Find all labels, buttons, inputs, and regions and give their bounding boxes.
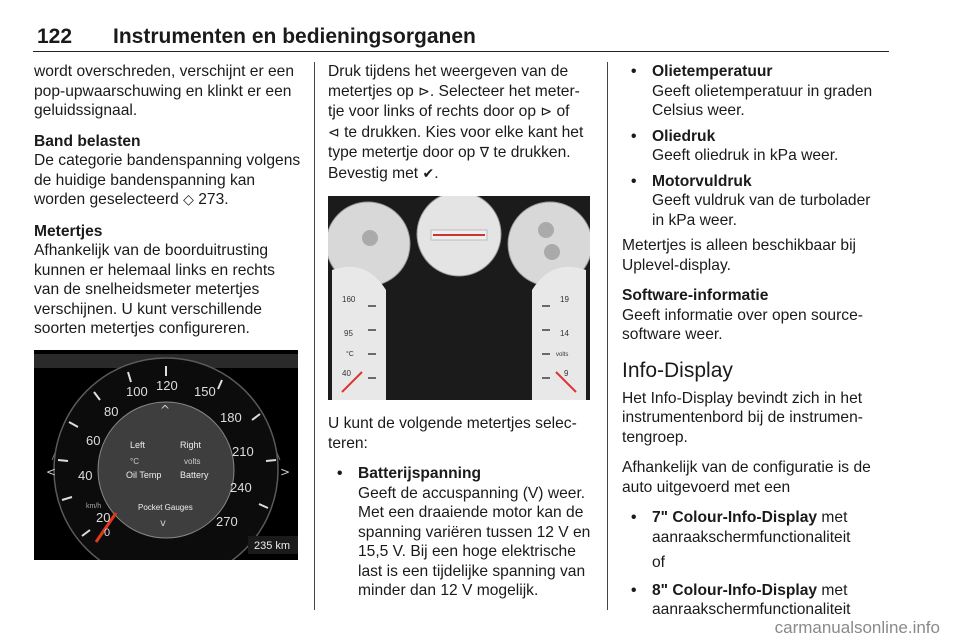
display-options-list — [622, 508, 884, 547]
right-gauge-tick: 14 — [560, 329, 569, 338]
column-right — [622, 62, 884, 626]
band-section — [34, 132, 302, 211]
instruction-text: te drukken. Bevestig met — [328, 144, 571, 182]
item-name: Motorvuldruk — [652, 172, 752, 190]
volts-label: volts — [184, 456, 201, 466]
band-text: De categorie bandenspanning volgens de huidige bandenspanning kan worden geselecteerd — [34, 152, 301, 208]
list-item — [622, 172, 884, 231]
speed-tick-label: 80 — [104, 403, 119, 419]
page-number: 122 — [37, 25, 73, 48]
cluster-figure — [328, 196, 590, 400]
right-button-icon: ⊳ — [418, 83, 430, 100]
footer-watermark: carmanualsonline.info — [774, 618, 940, 637]
list-item — [622, 127, 884, 166]
speed-tick-label: 20 — [96, 509, 111, 525]
list-item — [622, 62, 884, 121]
software-text: Geeft informatie over open source-software weer. — [622, 306, 863, 343]
item-text: Geeft oliedruk in kPa weer. — [652, 147, 839, 164]
speed-tick-label: 270 — [216, 513, 238, 529]
speedometer-figure — [34, 350, 298, 560]
list-item — [622, 581, 884, 620]
speed-tick-label: 120 — [156, 377, 178, 393]
instruction-text: of — [556, 103, 570, 120]
column-divider — [607, 62, 608, 610]
reference-icon: ◇ — [183, 192, 194, 208]
bullet-icon: • — [631, 509, 637, 526]
page-header — [33, 25, 889, 52]
instruction-text: . Selecteer het meter-tje voor links of rechts door op — [328, 82, 580, 120]
select-text: U kunt de volgende metertjes selec-teren: — [328, 415, 577, 452]
info-display-text: Het Info-Display bevindt zich in het instrumentenbord bij de instrumen-tengroep. — [622, 389, 863, 446]
instruction-text: te drukken. Kies voor elke kant het type metertje door op — [328, 123, 584, 161]
software-heading: Software-informatie — [622, 287, 769, 304]
item-name: Batterijspanning — [358, 465, 482, 482]
option-name: 7" Colour-Info-Display — [652, 509, 818, 526]
left-gauge-tick: 160 — [342, 295, 356, 304]
item-text: Geeft de accuspanning (V) weer. Met een draaiende motor kan de spanning variëren tussen 12 V en 15,5 V. Bij een hoge elektrische last is een tijdelijke spanning van minder dan 12 V mogelijk. — [358, 484, 591, 599]
option-text: aanraakschermfunctionaliteit — [652, 528, 851, 546]
right-gauge-label: Right — [180, 439, 202, 450]
list-item — [622, 508, 884, 547]
band-heading: Band belasten — [34, 132, 141, 150]
metertjes-heading: Metertjes — [34, 222, 103, 240]
item-name: Olietemperatuur — [652, 63, 773, 80]
speed-tick-label: 100 — [126, 383, 148, 399]
page-title: Instrumenten en bedieningsorganen — [113, 25, 476, 48]
right-gauge-tick: 19 — [560, 295, 569, 304]
speed-tick-label: 150 — [194, 383, 216, 399]
left-gauge-label: Left — [130, 439, 146, 450]
speed-zero-label: 0 — [104, 526, 111, 539]
item-name: Oliedruk — [652, 127, 716, 145]
oil-temp-unit: °C — [130, 456, 139, 466]
bullet-icon: • — [631, 172, 637, 190]
down-arrow-icon[interactable]: v — [160, 517, 166, 529]
check-icon: ✔ — [422, 165, 435, 182]
item-text: Geeft olietemperatuur in graden Celsius weer. — [652, 82, 873, 119]
speed-tick-label: 60 — [86, 432, 101, 448]
volts-unit: volts — [556, 352, 569, 358]
gauge-list — [622, 62, 884, 230]
column-left — [34, 62, 302, 560]
bullet-icon: • — [631, 127, 637, 145]
bullet-icon: • — [337, 465, 343, 482]
bullet-icon: • — [631, 581, 637, 599]
speed-tick-label: 240 — [230, 479, 252, 495]
intro-paragraph: wordt overschreden, verschijnt er een pop-upwaarschuwing en klinkt er een geluidssignaal. — [34, 63, 295, 119]
column-middle — [328, 62, 594, 607]
option-text: aanraakschermfunctionaliteit — [652, 601, 851, 618]
bullet-icon: • — [631, 63, 637, 80]
option-suffix: met — [817, 509, 848, 526]
metertjes-text: Afhankelijk van de boorduitrusting kunnen er helemaal links en rechts van de snelheidsmeter metertjes verschijnen. U kunt verschillende soorten metertjes configureren. — [34, 242, 275, 337]
right-gauge-tick: 9 — [564, 369, 569, 378]
item-text: Geeft vuldruk van de turbolader in kPa weer. — [652, 192, 871, 229]
speed-tick-label: 210 — [232, 443, 254, 459]
pocket-gauges-label: Pocket Gauges — [138, 502, 193, 512]
right-button-icon: ⊳ — [540, 104, 553, 120]
celsius-unit: °C — [346, 351, 354, 358]
config-text: Afhankelijk van de configuratie is de auto uitgevoerd met een — [622, 459, 871, 496]
column-divider — [314, 62, 315, 610]
option-name: 8" Colour-Info-Display — [652, 581, 818, 599]
kmh-label: km/h — [86, 502, 102, 510]
metertjes-section — [34, 222, 302, 339]
display-options-list — [622, 581, 884, 620]
left-gauge-tick: 95 — [344, 329, 353, 338]
left-button-icon: ⊲ — [328, 124, 340, 141]
speed-tick-label: 40 — [78, 467, 93, 483]
battery-label: Battery — [180, 469, 209, 480]
up-arrow-icon[interactable]: ^ — [160, 402, 171, 417]
or-text: of — [652, 554, 666, 571]
gauge-list — [328, 464, 594, 601]
down-button-icon: ∇ — [479, 145, 490, 161]
oil-temp-label: Oil Temp — [126, 469, 162, 480]
info-display-title: Info-Display — [622, 358, 733, 382]
software-section — [622, 286, 884, 345]
instruction-text: . — [434, 164, 439, 182]
band-page-ref[interactable]: 273. — [198, 191, 229, 208]
option-suffix: met — [817, 581, 848, 599]
instruction-text: Druk tijdens het weergeven van de metertjes op — [328, 63, 569, 100]
uplevel-text: Metertjes is alleen beschikbaar bij Uplevel-display. — [622, 237, 857, 274]
instruction-paragraph — [328, 62, 594, 184]
odometer-readout: 235 km — [254, 539, 291, 552]
speed-tick-label: 180 — [220, 409, 242, 425]
left-gauge-tick: 40 — [342, 369, 351, 378]
left-arrow-icon[interactable]: < — [46, 464, 57, 479]
right-arrow-icon[interactable]: > — [280, 464, 291, 479]
list-item — [328, 464, 594, 601]
